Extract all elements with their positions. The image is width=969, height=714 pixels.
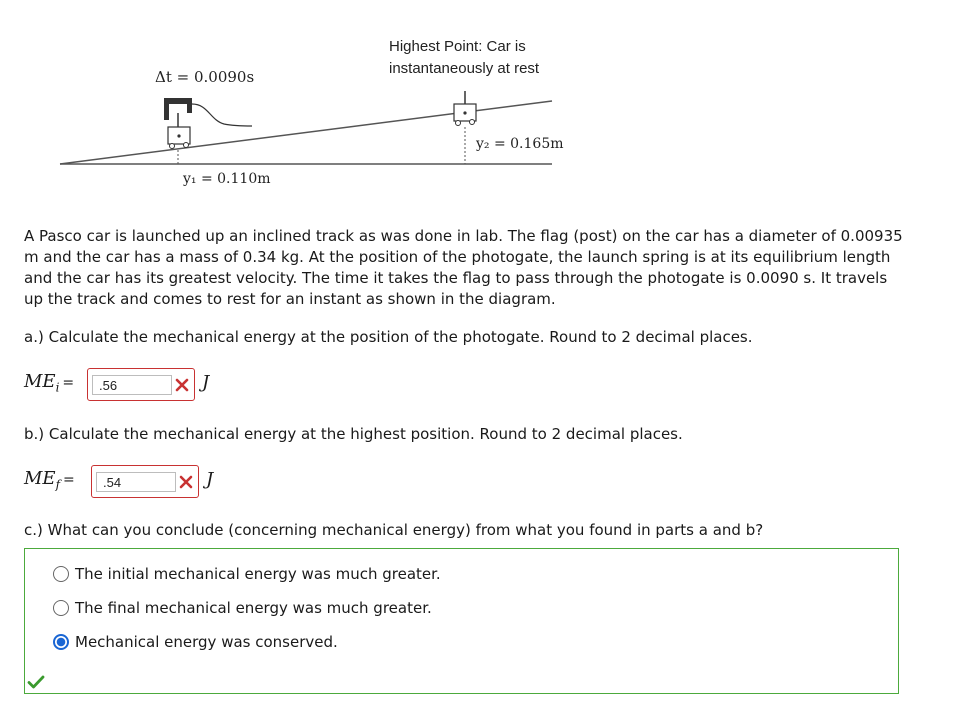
car-at-photogate-icon <box>168 113 190 149</box>
photogate-icon <box>164 98 252 126</box>
choice-label: The initial mechanical energy was much greater. <box>75 565 441 583</box>
choice-label: The final mechanical energy was much greater. <box>75 599 432 617</box>
choice-option-2[interactable] <box>53 597 432 619</box>
answer-a-input[interactable] <box>92 375 172 395</box>
answer-a-box <box>87 368 195 401</box>
y1-label: y₁ = 0.110m <box>183 171 271 187</box>
question-a: a.) Calculate the mechanical energy at the position of the photogate. Round to 2 decimal places. <box>24 328 753 346</box>
answer-b-box <box>91 465 199 498</box>
question-b: b.) Calculate the mechanical energy at the highest position. Round to 2 decimal places. <box>24 425 683 443</box>
choice-option-1[interactable] <box>53 563 441 585</box>
radio-button-selected[interactable] <box>53 634 69 650</box>
me-initial-label: $ME_i$ = <box>24 371 75 395</box>
problem-statement: A Pasco car is launched up an inclined track as was done in lab. The flag (post) on the car has a diameter of 0.00935 m and the car has a mass of 0.34 kg. At the position of the photogate, the launch spring is at its equilibrium length and the car has its greatest velocity. The time it takes the flag to pass through the photogate is 0.0090 s. It travels up the track and comes to rest for an instant as shown in the diagram. <box>24 227 903 308</box>
radio-button[interactable] <box>53 600 69 616</box>
incline-diagram <box>0 0 969 200</box>
car-at-rest-icon <box>454 91 476 126</box>
incline-track-figure <box>0 0 969 200</box>
choices-box <box>24 548 899 694</box>
choice-label: Mechanical energy was conserved. <box>75 633 338 651</box>
unit-b: J <box>206 469 214 490</box>
radio-button[interactable] <box>53 566 69 582</box>
y2-label: y₂ = 0.165m <box>476 136 564 152</box>
correct-check-icon <box>27 675 45 689</box>
unit-a: J <box>202 372 210 393</box>
answer-b-input[interactable] <box>96 472 176 492</box>
delta-t-label: Δt = 0.0090s <box>155 68 255 86</box>
incorrect-x-icon <box>175 378 189 392</box>
highest-point-label: Highest Point: Car is instantaneously at rest <box>389 38 540 77</box>
choice-option-3[interactable] <box>53 631 338 653</box>
question-c: c.) What can you conclude (concerning mechanical energy) from what you found in parts a and b? <box>24 521 764 539</box>
incorrect-x-icon <box>179 475 193 489</box>
me-final-label: $ME_f$ = <box>24 468 75 492</box>
